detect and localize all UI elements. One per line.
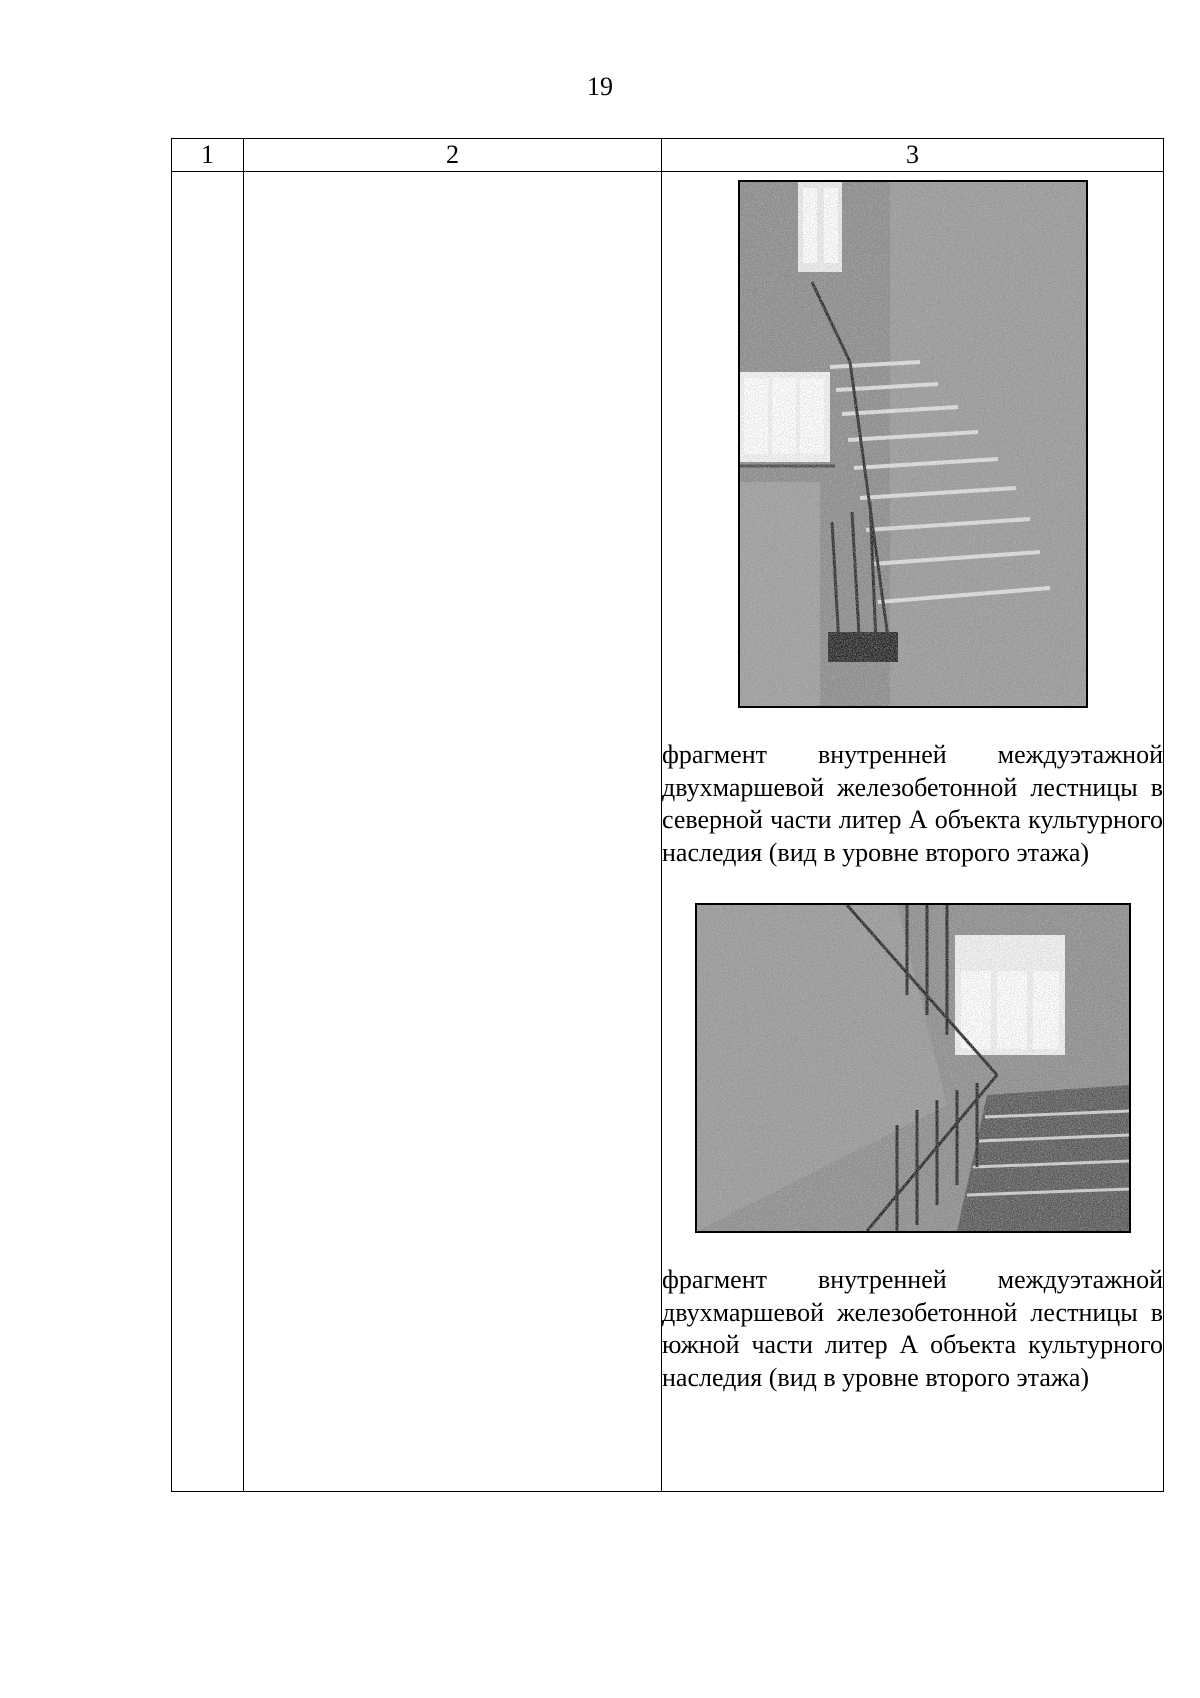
column-header-3: 3 xyxy=(662,139,1164,172)
page-number: 19 xyxy=(587,72,613,101)
photo-caption-north: фрагмент внутренней междуэтажной двухмаршевой железобетонной лестницы в северной части литер А объекта культурного наследия (вид в уровне второго этажа) xyxy=(662,740,1163,867)
cell-column-1 xyxy=(172,172,244,1492)
column-header-1: 1 xyxy=(172,139,244,172)
photo-caption-south: фрагмент внутренней междуэтажной двухмаршевой железобетонной лестницы в южной части литер А объекта культурного наследия (вид в уровне второго этажа) xyxy=(662,1265,1163,1392)
column-header-2: 2 xyxy=(244,139,662,172)
table-header-row xyxy=(172,139,1164,172)
staircase-photo-north xyxy=(738,180,1088,708)
table-row xyxy=(172,172,1164,1492)
document-table xyxy=(171,138,1164,1492)
cell-column-3 xyxy=(662,172,1164,1492)
cell-column-2 xyxy=(244,172,662,1492)
staircase-photo-south xyxy=(695,903,1131,1233)
